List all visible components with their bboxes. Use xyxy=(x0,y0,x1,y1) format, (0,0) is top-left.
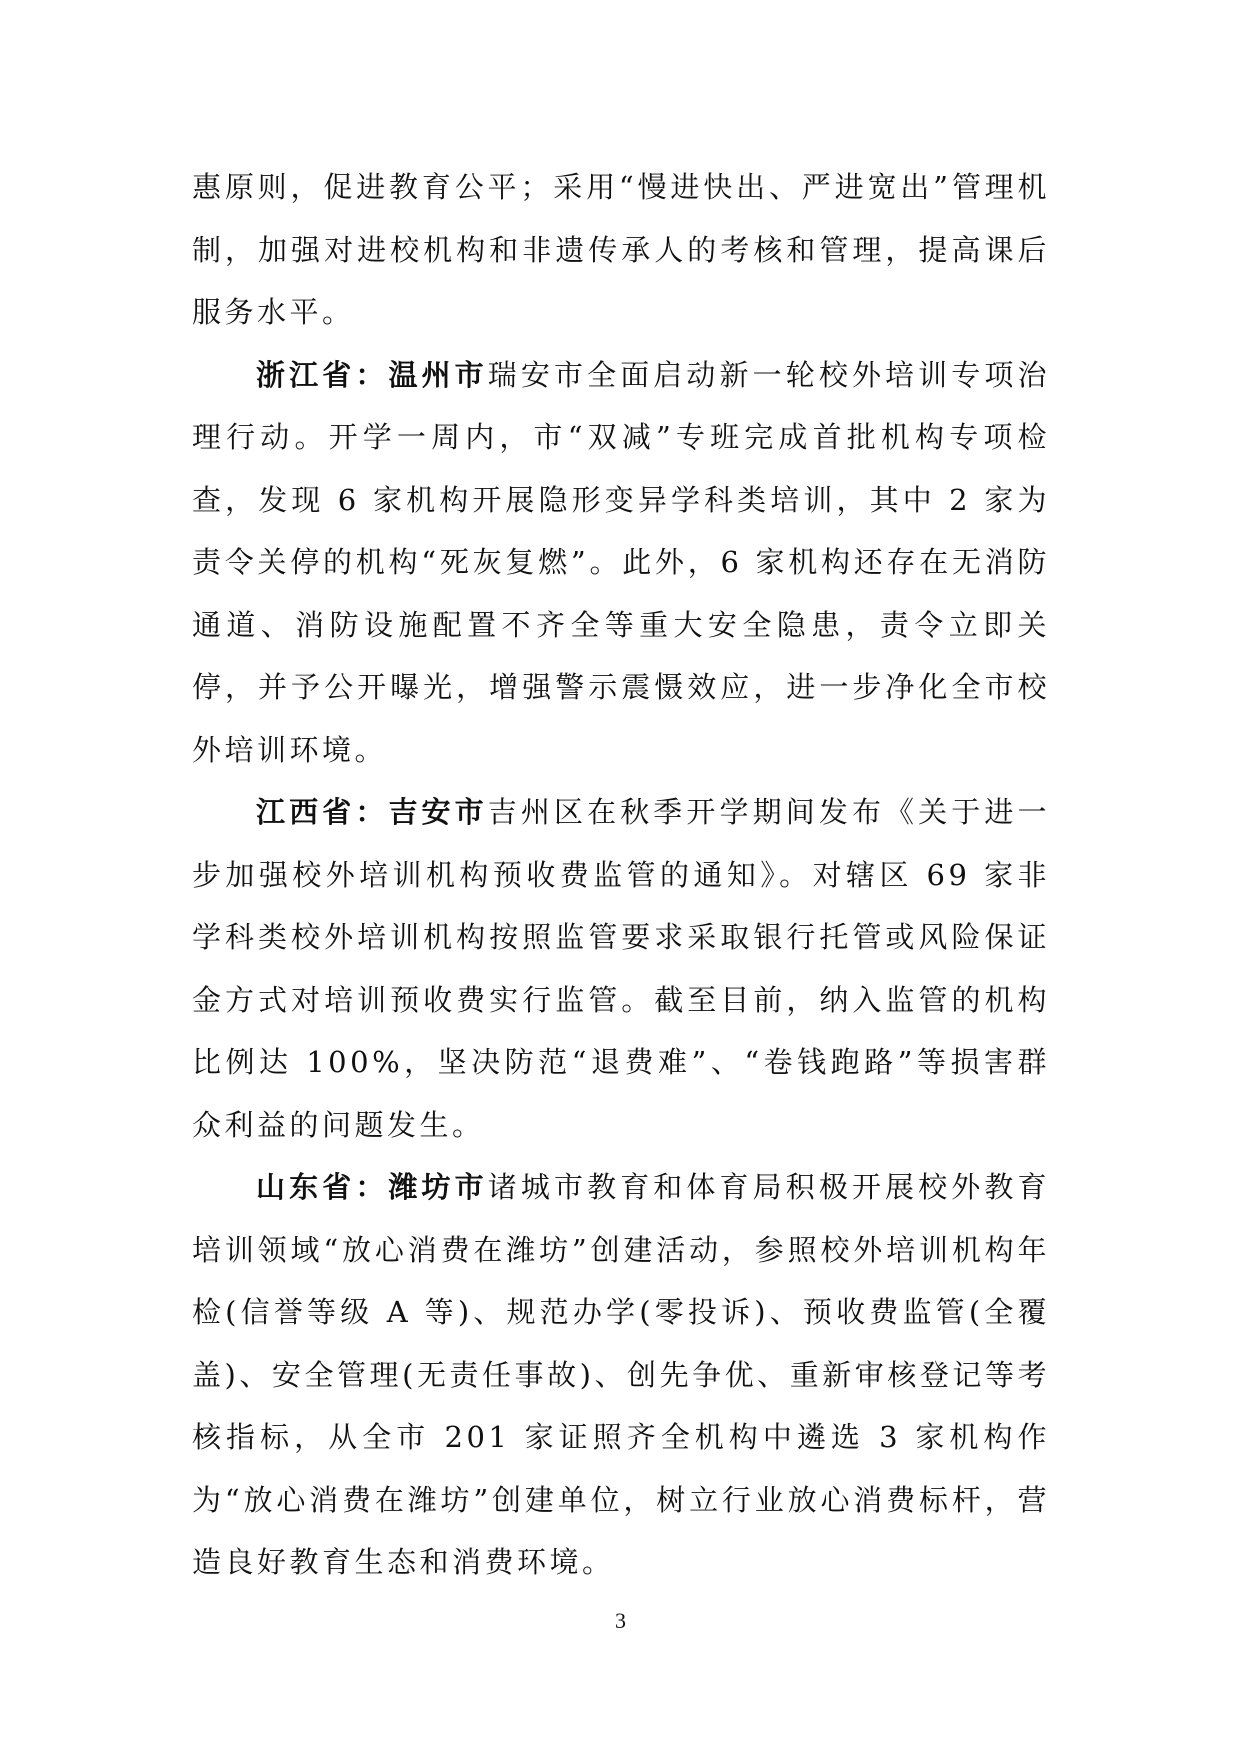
province-label: 山东省： xyxy=(256,1170,389,1204)
city-label: 吉安市 xyxy=(388,795,488,829)
document-body xyxy=(192,156,1050,1594)
paragraph-zhejiang xyxy=(192,344,1050,782)
paragraph-text: 吉州区在秋季开学期间发布《关于进一步加强校外培训机构预收费监管的通知》。对辖区 69 家非学科类校外培训机构按照监管要求采取银行托管或风险保证金方式对培训预收费实行监管。截至目前，纳入监管的机构比例达 100%，坚决防范“退费难”、“卷钱跑路”等损害群众利益的问题发生。 xyxy=(192,795,1050,1142)
paragraph-jiangxi xyxy=(192,781,1050,1156)
paragraph-text: 瑞安市全面启动新一轮校外培训专项治理行动。开学一周内，市“双减”专班完成首批机构专项检查，发现 6 家机构开展隐形变异学科类培训，其中 2 家为责令关停的机构“死灰复燃”。此外，6 家机构还存在无消防通道、消防设施配置不齐全等重大安全隐患，责令立即关停，并予公开曝光，增强警示震慑效应，进一步净化全市校外培训环境。 xyxy=(192,357,1050,767)
paragraph-shandong xyxy=(192,1156,1050,1594)
city-label: 潍坊市 xyxy=(388,1170,488,1204)
paragraph-continuation xyxy=(192,156,1050,344)
city-label: 温州市 xyxy=(388,357,488,392)
paragraph-text: 惠原则，促进教育公平；采用“慢进快出、严进宽出”管理机制，加强对进校机构和非遗传承人的考核和管理，提高课后服务水平。 xyxy=(192,170,1050,329)
province-label: 江西省： xyxy=(256,795,389,829)
province-label: 浙江省： xyxy=(256,357,389,392)
paragraph-text: 诸城市教育和体育局积极开展校外教育培训领域“放心消费在潍坊”创建活动，参照校外培训机构年检(信誉等级 A 等)、规范办学(零投诉)、预收费监管(全覆盖)、安全管理(无责任事故)、创先争优、重新审核登记等考核指标，从全市 201 家证照齐全机构中遴选 3 家机构作为“放心消费在潍坊”创建单位，树立行业放心消费标杆，营造良好教育生态和消费环境。 xyxy=(192,1170,1050,1579)
page-number: 3 xyxy=(615,1608,626,1633)
